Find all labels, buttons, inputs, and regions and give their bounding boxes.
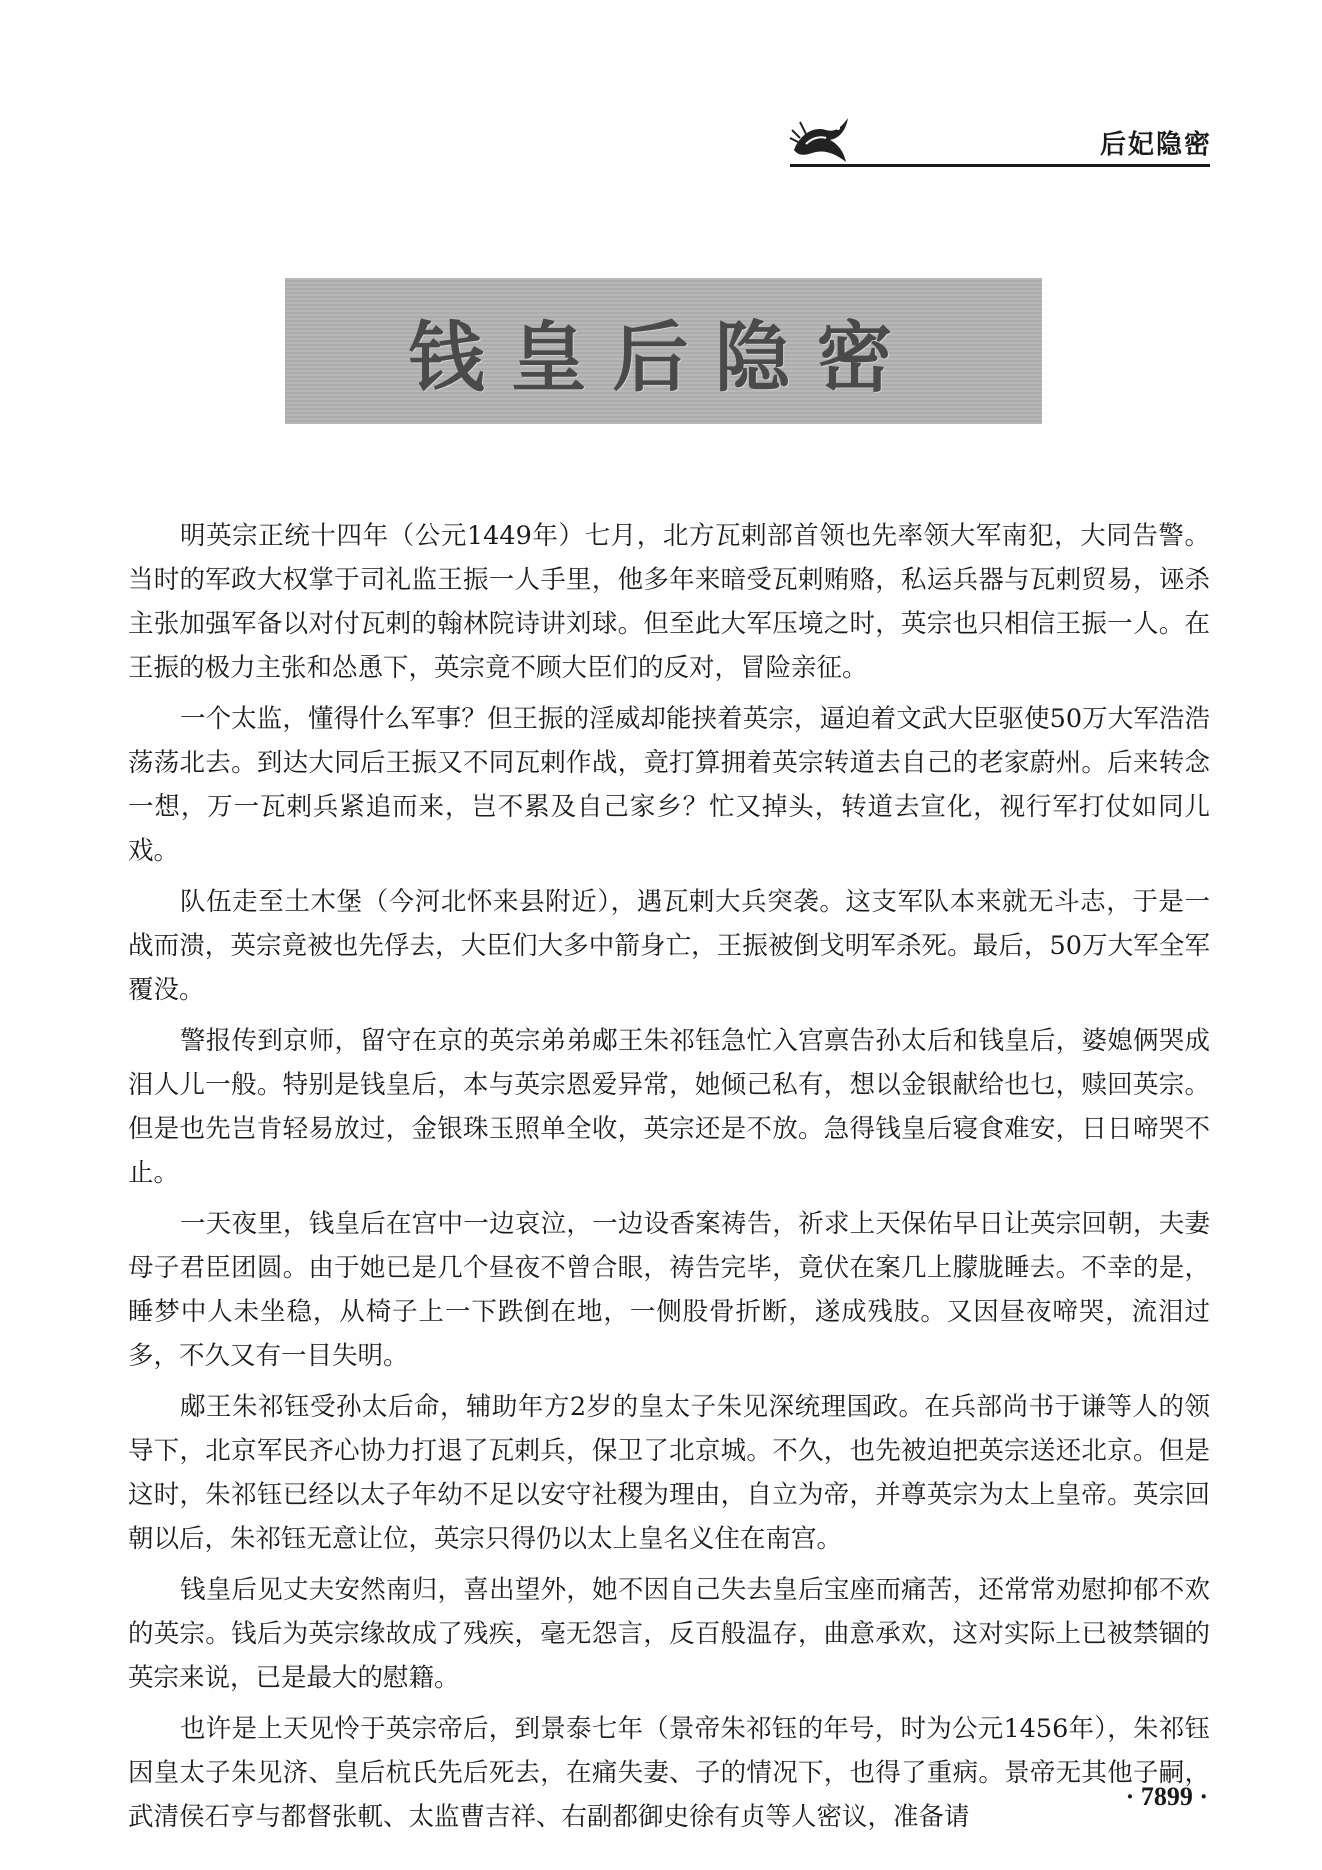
paragraph: 警报传到京师，留守在京的英宗弟弟郕王朱祁钰急忙入宫禀告孙太后和钱皇后，婆媳俩哭成泪人儿一般。特别是钱皇后，本与英宗恩爱异常，她倾己私有，想以金银献给也乜，赎回英宗。但是也先岂肯轻易放过，金银珠玉照单全收，英宗还是不放。急得钱皇后寝食难安，日日啼哭不止。 bbox=[128, 1026, 1210, 1188]
chapter-title: 钱皇后隐密 bbox=[408, 312, 919, 402]
paragraph: 钱皇后见丈夫安然南归，喜出望外，她不因自己失去皇后宝座而痛苦，还常常劝慰抑郁不欢的英宗。钱后为英宗缘故成了残疾，毫无怨言，反百般温存，曲意承欢，这对实际上已被禁锢的英宗来说，已是最大的慰籍。 bbox=[128, 1575, 1210, 1693]
paragraph: 一天夜里，钱皇后在宫中一边哀泣，一边设香案祷告，祈求上天保佑早日让英宗回朝，夫妻母子君臣团圆。由于她已是几个昼夜不曾合眼，祷告完毕，竟伏在案几上朦胧睡去。不幸的是，睡梦中人未坐稳，从椅子上一下跌倒在地，一侧股骨折断，遂成残肢。又因昼夜啼哭，流泪过多，不久又有一目失明。 bbox=[128, 1209, 1210, 1371]
paragraph: 明英宗正统十四年（公元1449年）七月，北方瓦剌部首领也先率领大军南犯，大同告警。当时的军政大权掌于司礼监王振一人手里，他多年来暗受瓦剌贿赂，私运兵器与瓦剌贸易，诬杀主张加强军备以对付瓦剌的翰林院诗讲刘球。但至此大军压境之时，英宗也只相信王振一人。在王振的极力主张和怂恿下，英宗竟不顾大臣们的反对，冒险亲征。 bbox=[128, 521, 1210, 683]
paragraph: 队伍走至土木堡（今河北怀来县附近），遇瓦剌大兵突袭。这支军队本来就无斗志，于是一战而溃，英宗竟被也先俘去，大臣们大多中箭身亡，王振被倒戈明军杀死。最后，50万大军全军覆没。 bbox=[128, 887, 1210, 1005]
running-header-title: 后妃隐密 bbox=[1099, 130, 1212, 160]
chapter-title-banner bbox=[285, 278, 1042, 424]
paragraph: 郕王朱祁钰受孙太后命，辅助年方2岁的皇太子朱见深统理国政。在兵部尚书于谦等人的领导下，北京军民齐心协力打退了瓦剌兵，保卫了北京城。不久，也先被迫把英宗送还北京。但是这时，朱祁钰已经以太子年幼不足以安守社稷为理由，自立为帝，并尊英宗为太上皇帝。英宗回朝以后，朱祁钰无意让位，英宗只得仍以太上皇名义住在南宫。 bbox=[128, 1392, 1210, 1554]
header-divider bbox=[790, 164, 1210, 167]
page-number: · 7899 · bbox=[1125, 1782, 1208, 1811]
paragraph: 一个太监，懂得什么军事？但王振的淫威却能挟着英宗，逼迫着文武大臣驱使50万大军浩浩荡荡北去。到达大同后王振又不同瓦剌作战，竟打算拥着英宗转道去自己的老家蔚州。后来转念一想，万一瓦剌兵紧追而来，岂不累及自己家乡？忙又掉头，转道去宣化，视行军打仗如同儿戏。 bbox=[128, 704, 1210, 866]
paragraph: 也许是上天见怜于英宗帝后，到景泰七年（景帝朱祁钰的年号，时为公元1456年），朱祁钰因皇太子朱见济、皇后杭氏先后死去，在痛失妻、子的情况下，也得了重病。景帝无其他子嗣，武清侯石亨与都督张軏、太监曹吉祥、右副都御史徐有贞等人密议，准备请 bbox=[128, 1714, 1210, 1832]
article-body bbox=[128, 514, 1210, 1846]
dragon-logo-icon bbox=[786, 108, 856, 168]
